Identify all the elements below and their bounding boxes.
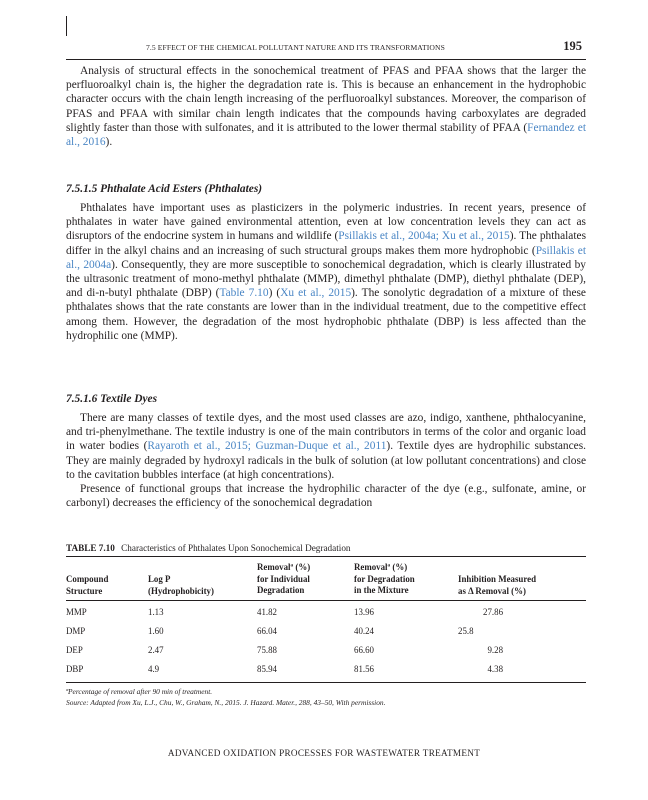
cell-inhibition: 27.86 [483, 607, 503, 617]
header-log-p: Log P (Hydrophobicity) [148, 574, 214, 596]
cell-logp: 4.9 [148, 664, 160, 674]
cell-inhibition: 9.28 [487, 645, 503, 655]
table-footnote: ªPercentage of removal after 90 min of treatment. [66, 687, 213, 696]
cell-removal-individual: 41.82 [257, 607, 277, 617]
intro-paragraph: Analysis of structural effects in the sonochemical treatment of PFAS and PFAA shows that the larger the perfluoroalkyl chain is, the higher the degradation rate is. This is because an enhancement in the hydrophobic character occurs with the chain length increasing of the perfluoroalkyl substances. Moreover, the comparison of PFAS and PFAA with similar chain length indicates that the compounds having carboxylates are degraded slightly faster than those with sulfonates, and it is attributed to the lower thermal stability of PFAA (Fernandez et al., 2016). [66, 65, 586, 149]
table-source: Source: Adapted from Xu, L.J., Chu, W., Graham, N., 2015. J. Hazard. Mater., 288, 43–50, With permission. [66, 698, 386, 707]
header-compound-structure: Compound Structure [66, 574, 109, 596]
cell-removal-mixture: 13.96 [354, 607, 374, 617]
cell-compound: DBP [66, 664, 84, 674]
running-footer: ADVANCED OXIDATION PROCESSES FOR WASTEWATER TREATMENT [167, 748, 481, 758]
cell-inhibition: 4.38 [487, 664, 503, 674]
table-title: Characteristics of Phthalates Upon Sonochemical Degradation [121, 543, 351, 553]
table-caption [66, 543, 351, 553]
cell-removal-mixture: 81.56 [354, 664, 374, 674]
header-mark [66, 16, 67, 36]
table-top-rule [66, 556, 586, 557]
textile-dyes-paragraph: There are many classes of textile dyes, and the most used classes are azo, indigo, xanthene, phthalocyanine, and tri-phenylmethane. The textile industry is one of the main contributors in terms of the color and organic load in water bodies (Rayaroth et al., 2015; Guzman-Duque et al., 2011). Textile dyes are hydrophilic substances. They are mainly degraded by hydroxyl radicals in the bulk of solution (at low pollutant concentrations) and close to the cavitation bubbles interface (at high concentrations). Presence of functional groups that increase the hydrophilic character of the dye (e.g., sulfonate, amine, or carbonyl) decreases the efficiency of the sonochemical degradation [66, 412, 587, 510]
citation-link[interactable]: Fernandez et al., 2016 [66, 121, 586, 149]
cell-compound: MMP [66, 607, 87, 617]
table-reference-link[interactable]: Table 7.10 [219, 287, 269, 300]
cell-removal-mixture: 66.60 [354, 645, 374, 655]
textile-dyes-paragraph-2: Presence of functional groups that increase the hydrophilic character of the dye (e.g., sulfonate, amine, or carbonyl) decreases the efficiency of the sonochemical degradation [66, 483, 586, 510]
citation-link[interactable]: Rayaroth et al., 2015; Guzman-Duque et al., 2011 [147, 440, 387, 453]
cell-compound: DMP [66, 626, 86, 636]
cell-logp: 2.47 [148, 645, 164, 655]
running-header-title: 7.5 EFFECT OF THE CHEMICAL POLLUTANT NATURE AND ITS TRANSFORMATIONS [146, 43, 445, 52]
header-removal-individual: Removalª (%) for Individual Degradation [257, 562, 311, 595]
citation-link[interactable]: Xu et al., 2015 [280, 287, 352, 300]
cell-logp: 1.60 [148, 626, 164, 636]
header-inhibition: Inhibition Measured as Δ Removal (%) [458, 574, 537, 596]
table-bottom-rule [66, 682, 586, 683]
cell-removal-individual: 85.94 [257, 664, 277, 674]
running-header [66, 36, 586, 60]
cell-inhibition: 25.8 [458, 626, 474, 636]
cell-removal-individual: 75.88 [257, 645, 277, 655]
page-number: 195 [563, 39, 582, 53]
section-heading-textile-dyes: 7.5.1.6 Textile Dyes [66, 393, 158, 405]
cell-logp: 1.13 [148, 607, 164, 617]
section-heading-phthalates: 7.5.1.5 Phthalate Acid Esters (Phthalates) [66, 183, 263, 195]
table-number: TABLE 7.10 [66, 543, 115, 553]
citation-link[interactable]: Psillakis et al., 2004a; Xu et al., 2015 [338, 230, 510, 243]
cell-compound: DEP [66, 645, 83, 655]
cell-removal-individual: 66.04 [257, 626, 277, 636]
citation-link[interactable]: Psillakis et al., 2004a [66, 244, 586, 271]
phthalates-paragraph: Phthalates have important uses as plasticizers in the polymeric industries. In recent years, presence of phthalates in water have gained environmental attention, even at low concentration levels they can act as disruptors of the endocrine system in humans and wildlife (Psillakis et al., 2004a; Xu et al., 2015). The phthalates differ in the alkyl chains and an increasing of such structural groups makes them more hydrophobic (Psillakis et al., 2004a). Consequently, they are more susceptible to sonochemical degradation, which is clearly illustrated by the ultrasonic treatment of mono-methyl phthalate (MMP), dimethyl phthalate (DMP), diethyl phthalate (DEP), and di-n-butyl phthalate (DBP) (Table 7.10) (Xu et al., 2015). The sonolytic degradation of a mixture of these phthalates shows that the rate constants are lower than in the individual treatment, due to the competitive effect among them. However, the degradation of the most hydrophobic phthalate (DBP) is less affected than the hydrophilic one (MMP). [66, 202, 586, 342]
table-header-rule [66, 600, 586, 601]
cell-removal-mixture: 40.24 [354, 626, 374, 636]
header-removal-mixture: Removalª (%) for Degradation in the Mixture [354, 562, 415, 595]
